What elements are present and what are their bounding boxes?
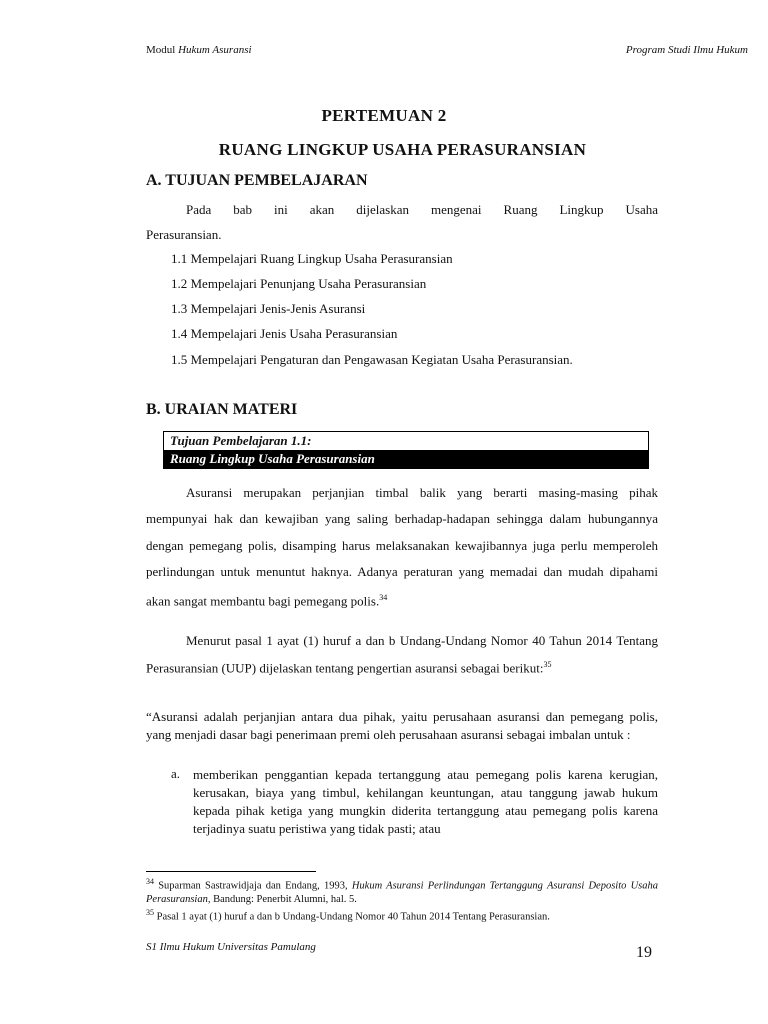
header-program: Program Studi Ilmu Hukum	[625, 44, 748, 56]
footnote-ref: 34	[379, 593, 388, 603]
footnote-text: Pasal 1 ayat (1) huruf a dan b Undang-Undang Nomor 40 Tahun 2014 Tentang Perasuransian.	[156, 911, 550, 923]
footnote-ref: 35	[543, 660, 552, 669]
footnote-34	[146, 875, 658, 906]
paragraph-text: Asuransi merupakan perjanjian timbal balik yang berarti masing-masing pihak mempunyai hak dan kewajiban yang saling berhadap-hadapan sehingga dalam hubungannya dengan pemegang polis, disamping harus melaksanakan kewajibannya juga perlu memperoleh perlindungan untuk menuntut haknya. Adanya peraturan yang memadai dan mudah dipahami akan sangat membantu bagi pemegang polis.	[146, 485, 658, 609]
intro-line-2: Perasuransian.	[146, 227, 222, 242]
footnote-divider	[146, 871, 316, 872]
objective-item: 1.4 Mempelajari Jenis Usaha Perasuransian	[171, 326, 398, 341]
body-paragraph-2	[146, 629, 658, 680]
chapter-subtitle: RUANG LINGKUP USAHA PERASURANSIAN	[218, 140, 587, 159]
header-module	[146, 44, 252, 56]
definition-quote: “Asuransi adalah perjanjian antara dua pihak, yaitu perusahaan asuransi dan pemegang polis, yang menjadi dasar bagi penerimaan premi oleh perusahaan asuransi sebagai imbalan untuk :	[146, 709, 658, 742]
header-module-prefix: Modul	[146, 44, 176, 56]
objective-item: 1.2 Mempelajari Penunjang Usaha Perasuransian	[171, 276, 427, 291]
section-b-heading: B. URAIAN MATERI	[146, 401, 298, 418]
paragraph-text: Menurut pasal 1 ayat (1) huruf a dan b Undang-Undang Nomor 40 Tahun 2014 Tentang Perasuransian (UUP) dijelaskan tentang pengertian asuransi sebagai berikut:	[146, 633, 658, 676]
footnote-author: Suparman Sastrawidjaja dan Endang, 1993,	[158, 880, 348, 892]
learning-objective-title: Ruang Lingkup Usaha Perasuransian	[164, 450, 648, 468]
objective-item: 1.3 Mempelajari Jenis-Jenis Asuransi	[171, 301, 366, 316]
footnote-publisher: Bandung: Penerbit Alumni, hal. 5.	[213, 893, 357, 905]
objective-item: 1.5 Mempelajari Pengaturan dan Pengawasan Kegiatan Usaha Perasuransian.	[171, 352, 573, 367]
intro-line-1: Pada bab ini akan dijelaskan mengenai Ruang Lingkup Usaha	[186, 202, 658, 217]
list-marker: a.	[171, 766, 181, 781]
page-number: 19	[636, 944, 652, 961]
header-module-title: Hukum Asuransi	[178, 44, 252, 56]
footnote-number: 34	[146, 877, 154, 886]
learning-objective-label: Tujuan Pembelajaran 1.1:	[170, 433, 312, 448]
footnote-35	[146, 906, 658, 924]
learning-objective-box	[163, 431, 649, 469]
body-paragraph-1	[146, 480, 658, 615]
section-a-intro	[146, 197, 658, 247]
objective-item: 1.1 Mempelajari Ruang Lingkup Usaha Perasuransian	[171, 251, 453, 266]
chapter-title: PERTEMUAN 2	[321, 106, 447, 125]
footer-institution: S1 Ilmu Hukum Universitas Pamulang	[146, 941, 316, 953]
section-a-heading: A. TUJUAN PEMBELAJARAN	[146, 172, 368, 189]
list-item: memberikan penggantian kepada tertanggung atau pemegang polis karena kerugian, kerusakan, biaya yang timbul, kehilangan keuntungan, atau tanggung jawab hukum kepada pihak ketiga yang mungkin diderita tertanggung atau pemegang polis karena terjadinya suatu peristiwa yang tidak pasti; atau	[193, 767, 658, 836]
footnote-number: 35	[146, 908, 154, 917]
footnote-book-title: Hukum Asuransi Perlindungan Tertanggung Asuransi Deposito Usaha Perasuransian,	[146, 880, 659, 905]
